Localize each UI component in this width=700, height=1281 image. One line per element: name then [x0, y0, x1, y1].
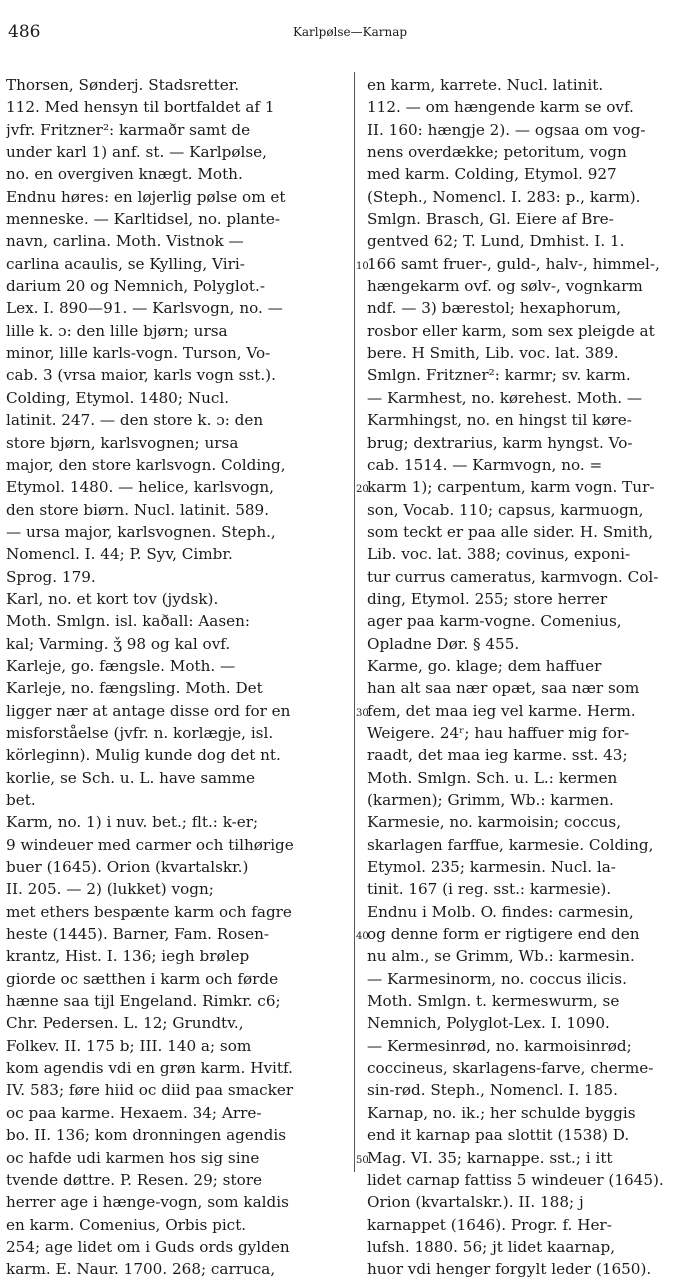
text-line: Smlgn. Brasch, Gl. Eiere af Bre- — [367, 210, 614, 229]
text-line: han alt saa nær opæt, saa nær som — [367, 679, 640, 698]
text-line: coccineus, skarlagens-farve, cherme- — [367, 1059, 654, 1078]
line-number: 10 — [356, 261, 369, 272]
text-line: karm 1); carpentum, karm vogn. Tur- — [367, 478, 655, 497]
text-line: en karm, karrete. Nucl. latinit. — [367, 76, 604, 94]
text-line: lille k. ɔ: den lille bjørn; ursa — [6, 321, 228, 340]
text-line: skarlagen farffue, karmesie. Colding, — [367, 835, 654, 854]
text-line: 166 samt fruer-, guld-, halv-, himmel-, — [367, 254, 660, 273]
text-line: Moth. Smlgn. Sch. u. L.: kermen — [367, 768, 618, 787]
page-number: 486 — [8, 22, 41, 42]
text-line: heste (1445). Barner, Fam. Rosen- — [6, 925, 270, 944]
text-line: — Karmesinorm, no. coccus ilicis. — [367, 969, 627, 988]
text-line: Karmesie, no. karmoisin; coccus, — [367, 813, 622, 832]
text-line: end it karnap paa slottit (1538) D. — [367, 1126, 630, 1145]
text-line: raadt, det maa ieg karme. sst. 43; — [367, 746, 628, 765]
text-line: major, den store karlsvogn. Colding, — [6, 455, 286, 474]
text-line: (Steph., Nomencl. I. 283: p., karm). — [367, 187, 641, 206]
text-line: store bjørn, karlsvognen; ursa — [6, 433, 239, 452]
line-number: 40 — [356, 931, 369, 942]
text-line: Etymol. 235; karmesin. Nucl. la- — [367, 858, 616, 877]
column-divider — [354, 72, 355, 1172]
text-line: sin-rød. Steph., Nomencl. I. 185. — [367, 1081, 618, 1100]
text-line: Thorsen, Sønderj. Stadsretter. — [6, 76, 240, 94]
text-line: kal; Varming. ǯ 98 og kal ovf. — [6, 634, 231, 653]
left-column — [6, 74, 344, 1281]
text-line: Orion (kvartalskr.). II. 188; j — [367, 1193, 584, 1212]
text-line: som teckt er paa alle sider. H. Smith, — [367, 522, 654, 541]
text-line: herrer age i hænge-vogn, som kaldis — [6, 1193, 289, 1212]
text-line: IV. 583; føre hiid oc diid paa smacker — [6, 1081, 294, 1100]
text-line: Opladne Dør. § 455. — [367, 634, 520, 653]
text-line: hængekarm ovf. og sølv-, vognkarm — [367, 277, 643, 296]
text-line: 112. — om hængende karm se ovf. — [367, 98, 634, 117]
text-line: krantz, Hist. I. 136; iegh brølep — [6, 947, 250, 966]
text-line: huor vdi henger forgylt leder (1650). — [367, 1260, 652, 1279]
text-line: darium 20 og Nemnich, Polyglot.- — [6, 277, 265, 296]
text-line: ndf. — 3) bærestol; hexaphorum, — [367, 299, 622, 318]
text-line: lufsh. 1880. 56; jt lidet kaarnap, — [367, 1237, 616, 1256]
text-line: fem, det maa ieg vel karme. Herm. — [367, 701, 636, 720]
text-line: Karleje, no. fængsling. Moth. Det — [6, 679, 263, 698]
page-header — [0, 22, 700, 46]
text-line: Moth. Smlgn. isl. kaðall: Aasen: — [6, 612, 251, 631]
text-line: nens overdække; petoritum, vogn — [367, 143, 627, 162]
text-line: og denne form er rigtigere end den — [367, 925, 640, 944]
text-line: ligger nær at antage disse ord for en — [6, 701, 291, 720]
text-line: med karm. Colding, Etymol. 927 — [367, 165, 617, 184]
text-line: ager paa karm-vogne. Comenius, — [367, 612, 622, 631]
text-line: tinit. 167 (i reg. sst.: karmesie). — [367, 880, 612, 899]
text-line: giorde oc sætthen i karm och førde — [6, 969, 279, 988]
line-number: 50 — [356, 1155, 369, 1166]
text-line: 112. Med hensyn til bortfaldet af 1 — [6, 98, 275, 117]
text-line: Nomencl. I. 44; P. Syv, Cimbr. — [6, 545, 233, 564]
text-line: navn, carlina. Moth. Vistnok — — [6, 232, 244, 251]
text-line: Smlgn. Fritzner²: karmr; sv. karm. — [367, 366, 631, 385]
text-line: kom agendis vdi en grøn karm. Hvitf. — [6, 1059, 293, 1078]
text-line: Mag. VI. 35; karnappe. sst.; i itt — [367, 1148, 613, 1167]
text-line: tur currus cameratus, karmvogn. Col- — [367, 567, 659, 586]
text-line: Weigere. 24ʳ; hau haffuer mig for- — [367, 723, 630, 742]
running-head: Karlpølse—Karnap — [292, 25, 408, 39]
text-line: misforståelse (jvfr. n. korlægje, isl. — [6, 723, 274, 742]
text-line: bere. H Smith, Lib. voc. lat. 389. — [367, 344, 619, 363]
text-line: nu alm., se Grimm, Wb.: karmesin. — [367, 947, 635, 966]
text-line: oc hafde udi karmen hos sig sine — [6, 1148, 260, 1167]
text-line: Lib. voc. lat. 388; covinus, exponi- — [367, 545, 631, 564]
text-line: Endnu i Molb. O. findes: carmesin, — [367, 902, 634, 921]
text-line: latinit. 247. — den store k. ɔ: den — [6, 411, 264, 430]
text-line: jvfr. Fritzner²: karmaðr samt de — [6, 120, 251, 139]
text-line: (karmen); Grimm, Wb.: karmen. — [367, 791, 614, 809]
text-line: Chr. Pedersen. L. 12; Grundtv., — [6, 1014, 244, 1033]
text-line: oc paa karme. Hexaem. 34; Arre- — [6, 1103, 262, 1122]
text-line: 254; age lidet om i Guds ords gylden — [6, 1237, 290, 1256]
text-line: Folkev. II. 175 b; III. 140 a; som — [6, 1036, 252, 1055]
text-line: Moth. Smlgn. t. kermeswurm, se — [367, 992, 620, 1011]
text-line: no. en overgiven knægt. Moth. — [6, 165, 243, 184]
text-line: minor, lille karls-vogn. Turson, Vo- — [6, 344, 271, 363]
text-line: Karnap, no. ik.; her schulde byggis — [367, 1103, 636, 1122]
text-line: brug; dextrarius, karm hyngst. Vo- — [367, 433, 633, 452]
text-line: tvende døttre. P. Resen. 29; store — [6, 1170, 262, 1189]
text-line: körleginn). Mulig kunde dog det nt. — [6, 746, 281, 765]
text-line: — Karmhest, no. kørehest. Moth. — — [367, 388, 643, 407]
text-line: gentved 62; T. Lund, Dmhist. I. 1. — [367, 232, 625, 251]
text-line: Karme, go. klage; dem haffuer — [367, 656, 602, 675]
text-line: cab. 3 (vrsa maior, karls vogn sst.). — [6, 366, 276, 385]
text-line: ding, Etymol. 255; store herrer — [367, 589, 608, 608]
text-line: Etymol. 1480. — helice, karlsvogn, — [6, 478, 275, 497]
text-line: Karm, no. 1) i nuv. bet.; flt.: k-er; — [6, 813, 259, 832]
text-line: Lex. I. 890—91. — Karlsvogn, no. — — [6, 299, 283, 318]
text-line: rosbor eller karm, som sex pleigde at — [367, 321, 655, 340]
text-line: Karmhingst, no. en hingst til køre- — [367, 411, 632, 430]
text-line: hænne saa tijl Engeland. Rimkr. c6; — [6, 992, 281, 1011]
text-line: bo. II. 136; kom dronningen agendis — [6, 1126, 286, 1145]
text-line: Colding, Etymol. 1480; Nucl. — [6, 388, 230, 407]
right-column — [367, 74, 697, 1281]
text-line: — Kermesinrød, no. karmoisinrød; — [367, 1036, 632, 1055]
text-line: bet. — [6, 791, 36, 809]
text-line: den store biørn. Nucl. latinit. 589. — [6, 500, 270, 519]
text-line: karnappet (1646). Progr. f. Her- — [367, 1215, 612, 1234]
text-line: korlie, se Sch. u. L. have samme — [6, 768, 255, 787]
text-line: Sprog. 179. — [6, 567, 96, 586]
text-line: son, Vocab. 110; capsus, karmuogn, — [367, 500, 644, 519]
text-line: II. 160: hængje 2). — ogsaa om vog- — [367, 120, 646, 139]
text-line: Nemnich, Polyglot-Lex. I. 1090. — [367, 1014, 610, 1033]
text-line: carlina acaulis, se Kylling, Viri- — [6, 254, 245, 273]
line-number: 30 — [356, 708, 369, 719]
text-line: Karleje, go. fængsle. Moth. — — [6, 656, 236, 675]
text-line: Endnu høres: en løjerlig pølse om et — [6, 187, 286, 206]
line-number: 20 — [356, 484, 369, 495]
text-line: buer (1645). Orion (kvartalskr.) — [6, 858, 249, 877]
text-line: — ursa major, karlsvognen. Steph., — [6, 522, 276, 541]
text-line: en karm. Comenius, Orbis pict. — [6, 1215, 247, 1234]
text-line: met ethers bespænte karm och fagre — [6, 902, 292, 921]
text-line: lidet carnap fattiss 5 windeuer (1645). — [367, 1170, 664, 1189]
text-line: cab. 1514. — Karmvogn, no. = — [367, 455, 603, 474]
text-line: 9 windeuer med carmer och tilhørige — [6, 835, 294, 854]
text-line: II. 205. — 2) (lukket) vogn; — [6, 880, 214, 899]
text-line: karm. E. Naur. 1700. 268; carruca, — [6, 1260, 276, 1279]
text-line: menneske. — Karltidsel, no. plante- — [6, 210, 281, 229]
text-line: Karl, no. et kort tov (jydsk). — [6, 589, 219, 608]
text-line: under karl 1) anf. st. — Karlpølse, — [6, 143, 267, 162]
